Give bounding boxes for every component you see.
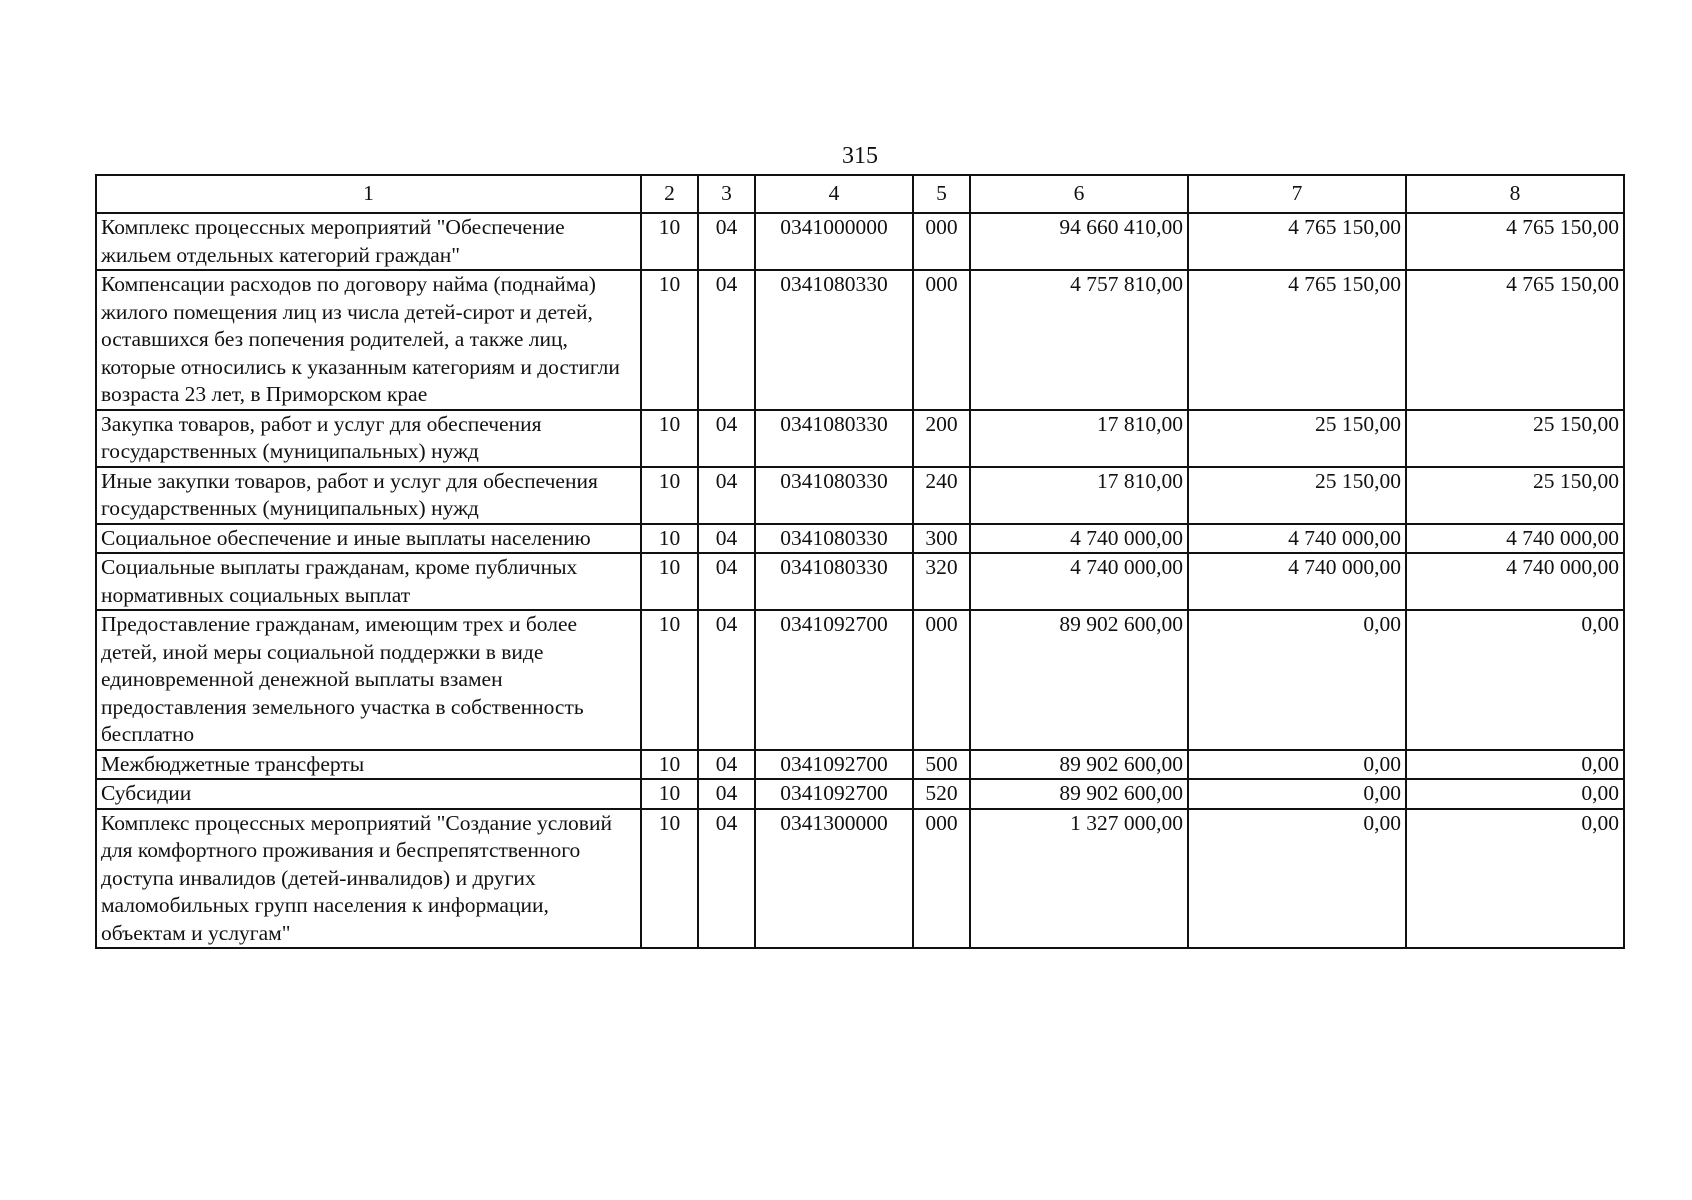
expense-type-code: 000 xyxy=(913,213,970,270)
amount-col-7: 25 150,00 xyxy=(1188,467,1406,524)
expense-type-code: 320 xyxy=(913,553,970,610)
table-row xyxy=(96,610,1624,750)
amount-col-6: 17 810,00 xyxy=(970,410,1188,467)
page-number: 315 xyxy=(842,143,878,169)
section-code: 10 xyxy=(641,270,698,410)
subsection-code: 04 xyxy=(698,213,755,270)
row-name: Субсидии xyxy=(96,779,641,809)
section-code: 10 xyxy=(641,524,698,554)
table-row xyxy=(96,410,1624,467)
table-row xyxy=(96,524,1624,554)
amount-col-8: 4 740 000,00 xyxy=(1406,553,1624,610)
target-article-code: 0341080330 xyxy=(755,524,913,554)
amount-col-6: 4 740 000,00 xyxy=(970,524,1188,554)
amount-col-6: 94 660 410,00 xyxy=(970,213,1188,270)
amount-col-7: 4 765 150,00 xyxy=(1188,270,1406,410)
target-article-code: 0341092700 xyxy=(755,750,913,780)
amount-col-6: 17 810,00 xyxy=(970,467,1188,524)
amount-col-8: 25 150,00 xyxy=(1406,410,1624,467)
subsection-code: 04 xyxy=(698,610,755,750)
header-col-1: 1 xyxy=(96,175,641,213)
target-article-code: 0341092700 xyxy=(755,610,913,750)
table-row xyxy=(96,779,1624,809)
amount-col-6: 89 902 600,00 xyxy=(970,750,1188,780)
subsection-code: 04 xyxy=(698,467,755,524)
subsection-code: 04 xyxy=(698,750,755,780)
header-col-7: 7 xyxy=(1188,175,1406,213)
header-col-5: 5 xyxy=(913,175,970,213)
table-row xyxy=(96,750,1624,780)
expense-type-code: 500 xyxy=(913,750,970,780)
table-row xyxy=(96,553,1624,610)
section-code: 10 xyxy=(641,779,698,809)
subsection-code: 04 xyxy=(698,809,755,949)
amount-col-6: 4 757 810,00 xyxy=(970,270,1188,410)
amount-col-8: 25 150,00 xyxy=(1406,467,1624,524)
row-name: Компенсации расходов по договору найма (поднайма) жилого помещения лиц из числа детей-сирот и детей, оставшихся без попечения родителей, а также лиц, которые относились к указанным категориям и достигли возраста 23 лет, в Приморском крае xyxy=(96,270,641,410)
amount-col-8: 0,00 xyxy=(1406,809,1624,949)
header-col-3: 3 xyxy=(698,175,755,213)
target-article-code: 0341000000 xyxy=(755,213,913,270)
section-code: 10 xyxy=(641,750,698,780)
amount-col-7: 4 740 000,00 xyxy=(1188,553,1406,610)
row-name: Иные закупки товаров, работ и услуг для обеспечения государственных (муниципальных) нужд xyxy=(96,467,641,524)
table-header-row xyxy=(96,175,1624,213)
subsection-code: 04 xyxy=(698,270,755,410)
header-col-4: 4 xyxy=(755,175,913,213)
header-col-6: 6 xyxy=(970,175,1188,213)
expense-type-code: 300 xyxy=(913,524,970,554)
table-row xyxy=(96,467,1624,524)
section-code: 10 xyxy=(641,467,698,524)
table-row xyxy=(96,213,1624,270)
header-col-8: 8 xyxy=(1406,175,1624,213)
section-code: 10 xyxy=(641,410,698,467)
target-article-code: 0341092700 xyxy=(755,779,913,809)
row-name: Предоставление гражданам, имеющим трех и более детей, иной меры социальной поддержки в виде единовременной денежной выплаты взамен предоставления земельного участка в собственность бесплатно xyxy=(96,610,641,750)
amount-col-7: 0,00 xyxy=(1188,610,1406,750)
expense-type-code: 000 xyxy=(913,610,970,750)
table-row xyxy=(96,809,1624,949)
target-article-code: 0341080330 xyxy=(755,467,913,524)
row-name: Социальное обеспечение и иные выплаты населению xyxy=(96,524,641,554)
amount-col-8: 0,00 xyxy=(1406,610,1624,750)
amount-col-7: 4 740 000,00 xyxy=(1188,524,1406,554)
section-code: 10 xyxy=(641,553,698,610)
amount-col-8: 0,00 xyxy=(1406,779,1624,809)
amount-col-7: 4 765 150,00 xyxy=(1188,213,1406,270)
row-name: Межбюджетные трансферты xyxy=(96,750,641,780)
amount-col-7: 0,00 xyxy=(1188,750,1406,780)
expense-type-code: 240 xyxy=(913,467,970,524)
row-name: Закупка товаров, работ и услуг для обеспечения государственных (муниципальных) нужд xyxy=(96,410,641,467)
budget-table xyxy=(95,174,1625,949)
section-code: 10 xyxy=(641,610,698,750)
amount-col-7: 25 150,00 xyxy=(1188,410,1406,467)
expense-type-code: 200 xyxy=(913,410,970,467)
amount-col-8: 4 740 000,00 xyxy=(1406,524,1624,554)
section-code: 10 xyxy=(641,213,698,270)
expense-type-code: 000 xyxy=(913,270,970,410)
amount-col-8: 0,00 xyxy=(1406,750,1624,780)
amount-col-6: 4 740 000,00 xyxy=(970,553,1188,610)
row-name: Комплекс процессных мероприятий "Обеспечение жильем отдельных категорий граждан" xyxy=(96,213,641,270)
target-article-code: 0341300000 xyxy=(755,809,913,949)
subsection-code: 04 xyxy=(698,779,755,809)
target-article-code: 0341080330 xyxy=(755,410,913,467)
amount-col-8: 4 765 150,00 xyxy=(1406,270,1624,410)
row-name: Социальные выплаты гражданам, кроме публичных нормативных социальных выплат xyxy=(96,553,641,610)
expense-type-code: 000 xyxy=(913,809,970,949)
amount-col-8: 4 765 150,00 xyxy=(1406,213,1624,270)
row-name: Комплекс процессных мероприятий "Создание условий для комфортного проживания и беспрепятственного доступа инвалидов (детей-инвалидов) и других маломобильных групп населения к информации, объектам и услугам" xyxy=(96,809,641,949)
amount-col-6: 1 327 000,00 xyxy=(970,809,1188,949)
section-code: 10 xyxy=(641,809,698,949)
subsection-code: 04 xyxy=(698,410,755,467)
amount-col-7: 0,00 xyxy=(1188,779,1406,809)
table-row xyxy=(96,270,1624,410)
expense-type-code: 520 xyxy=(913,779,970,809)
amount-col-7: 0,00 xyxy=(1188,809,1406,949)
target-article-code: 0341080330 xyxy=(755,270,913,410)
amount-col-6: 89 902 600,00 xyxy=(970,779,1188,809)
amount-col-6: 89 902 600,00 xyxy=(970,610,1188,750)
subsection-code: 04 xyxy=(698,553,755,610)
subsection-code: 04 xyxy=(698,524,755,554)
header-col-2: 2 xyxy=(641,175,698,213)
target-article-code: 0341080330 xyxy=(755,553,913,610)
